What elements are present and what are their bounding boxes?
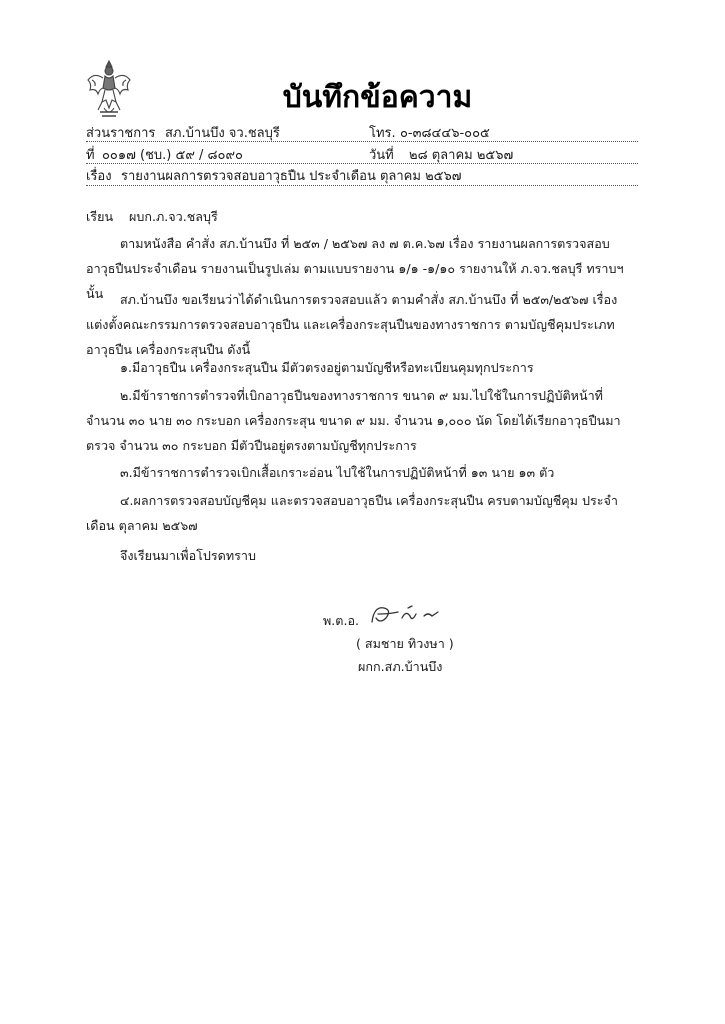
body-paragraph: ๒.มีข้าราชการตำรวจที่เบิกอาวุธปืนของทางราชการ ขนาด ๙ มม.ไปใช้ในการปฏิบัติหน้าที่ จำนวน ๓๐ นาย ๓๐ กระบอก เครื่องกระสุน ขนาด ๙ มม. จำนวน ๑,๐๐๐ นัด โดยได้เรียกอาวุธปืนมาตรวจ จำนวน ๓๐ กระบอก มีตัวปืนอยู่ตรงตามบัญชีทุกประการ <box>86 388 621 453</box>
salutation-value: ผบก.ภ.จว.ชลบุรี <box>129 209 218 224</box>
phone-value: ๐-๓๘๔๔๖-๐๐๕ <box>400 126 490 141</box>
signer-position: ผกก.สภ.บ้านบึง <box>358 659 443 674</box>
ref-value: ๐๐๑๗ (ชบ.) ๕๙ / ๘๐๙๐ <box>102 148 243 163</box>
date-value: ๒๘ ตุลาคม ๒๕๖๗ <box>409 148 514 163</box>
salutation-label: เรียน <box>86 209 114 224</box>
date-label: วันที่ <box>369 148 394 163</box>
subject-value: รายงานผลการตรวจสอบอาวุธปืน ประจำเดือน ตุลาคม ๒๕๖๗ <box>121 169 462 184</box>
handwritten-signature-icon <box>368 600 448 630</box>
agency-label: ส่วนราชการ <box>86 126 156 141</box>
ref-label: ที่ <box>86 148 95 163</box>
header-divider <box>86 163 638 164</box>
body-paragraph: ๓.มีข้าราชการตำรวจเบิกเสื้อเกราะอ่อน ไปใช้ในการปฏิบัติหน้าที่ ๑๓ นาย ๑๓ ตัว <box>120 465 555 480</box>
signer-rank: พ.ต.อ. <box>323 613 360 628</box>
agency-value: สภ.บ้านบึง จว.ชลบุรี <box>165 126 280 141</box>
body-paragraph: ๑.มีอาวุธปืน เครื่องกระสุนปืน มีตัวตรงอยู่ตามบัญชีหรือทะเบียนคุมทุกประการ <box>120 360 534 375</box>
closing-line: จึงเรียนมาเพื่อโปรดทราบ <box>120 548 256 563</box>
signer-name: ( สมชาย ทิวงษา ) <box>356 636 454 651</box>
body-paragraph: สภ.บ้านบึง ขอเรียนว่าได้ดำเนินการตรวจสอบแล้ว ตามคำสั่ง สภ.บ้านบึง ที่ ๒๕๓/๒๕๖๗ เรื่องแต่งตั้งคณะกรรมการตรวจสอบอาวุธปืน และเครื่องกระสุนปืนของทางราชการ ตามบัญชีคุมประเภทอาวุธปืน เครื่องกระสุนปืน ดังนี้ <box>86 292 618 357</box>
page-title: บันทึกข้อความ <box>282 80 473 115</box>
body-paragraph: ตามหนังสือ คำสั่ง สภ.บ้านบึง ที่ ๒๕๓ / ๒๕๖๗ ลง ๗ ต.ค.๖๗ เรื่อง รายงานผลการตรวจสอบอาวุธปืนประจำเดือน รายงานเป็นรูปเล่ม ตามแบบรายงาน ๑/๑ -๑/๑๐ รายงานให้ ภ.จว.ชลบุรี ทราบฯ นั้น <box>86 236 624 301</box>
phone-label: โทร. <box>369 126 396 141</box>
body-paragraph: ๔.ผลการตรวจสอบบัญชีคุม และตรวจสอบอาวุธปืน เครื่องกระสุนปืน ครบตามบัญชีคุม ประจำเดือน ตุลาคม ๒๕๖๗ <box>86 493 618 533</box>
header-divider <box>86 141 638 142</box>
header-divider <box>86 185 638 186</box>
subject-label: เรื่อง <box>86 169 112 184</box>
